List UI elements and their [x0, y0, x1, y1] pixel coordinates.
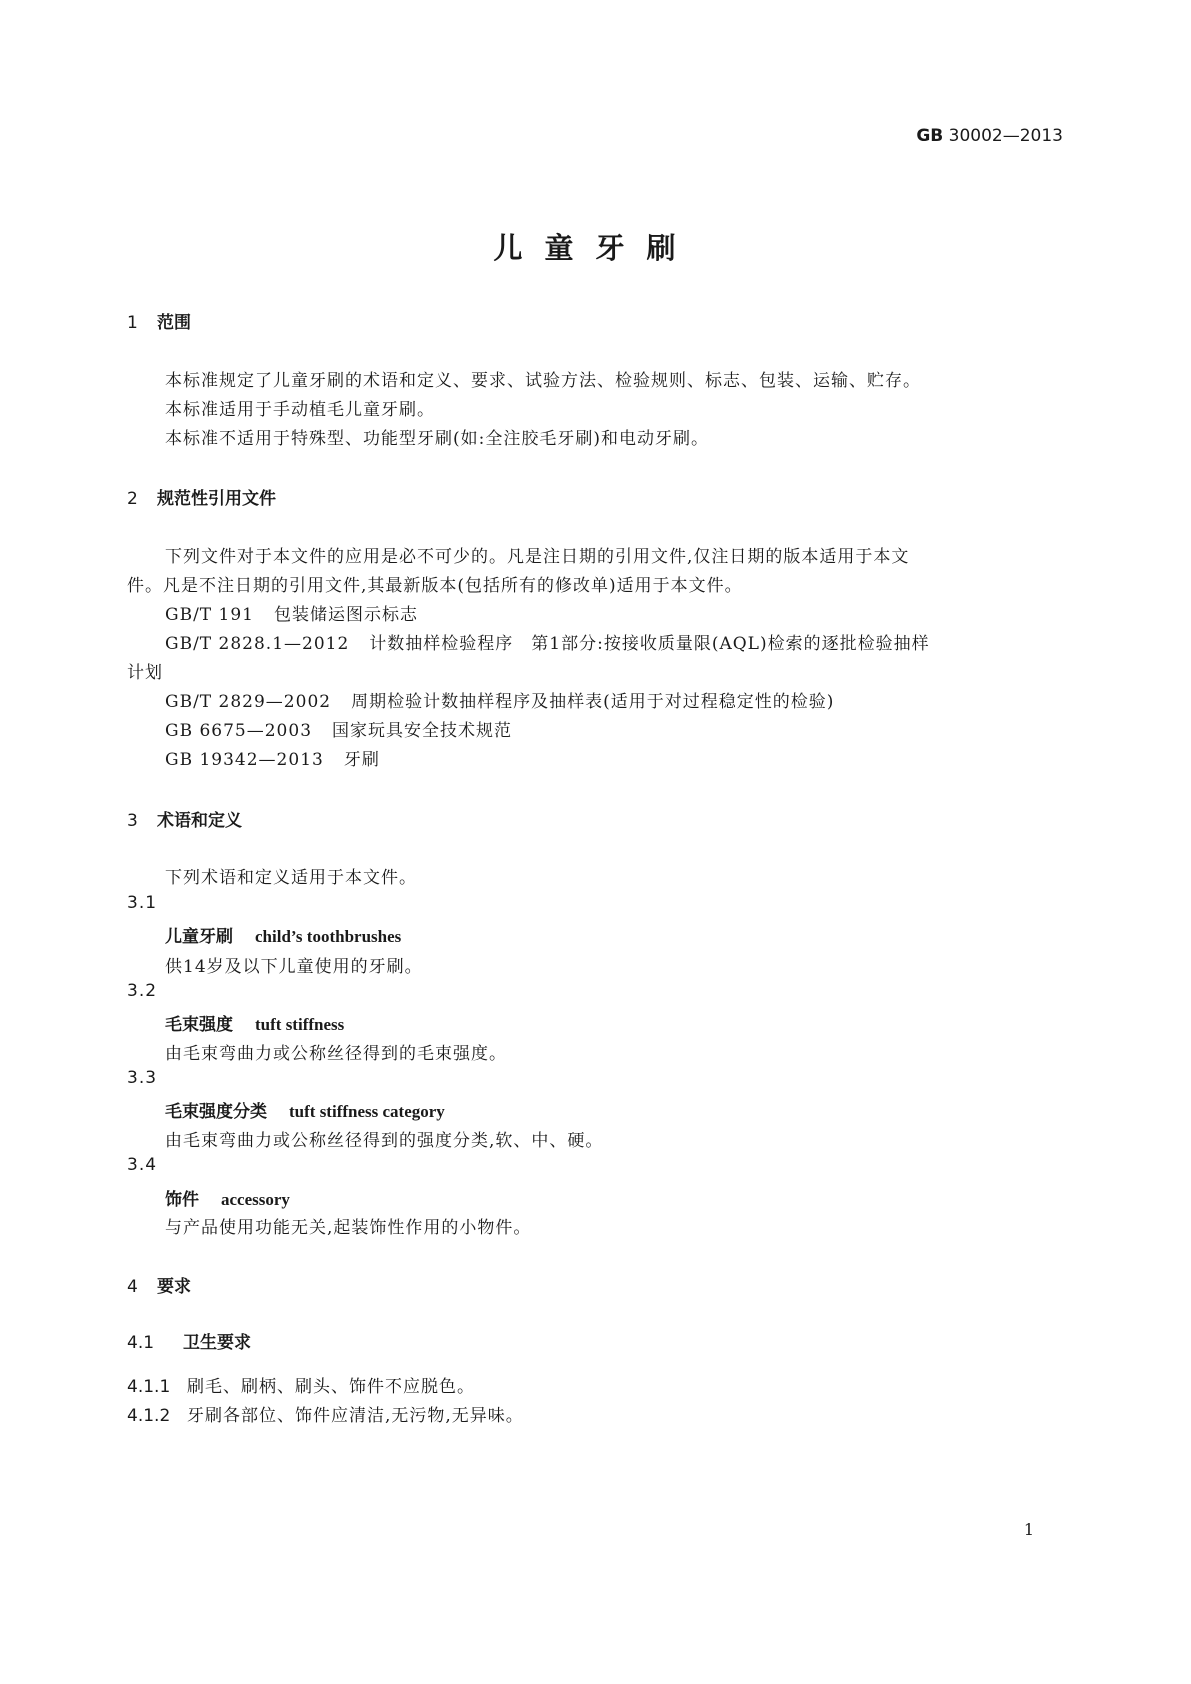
paragraph: 下列文件对于本文件的应用是必不可少的。凡是注日期的引用文件,仅注日期的版本适用于本文: [165, 547, 910, 567]
reference-title: 计数抽样检验程序 第1部分:按接收质量限(AQL)检索的逐批检验抽样: [369, 634, 930, 654]
clause-item: [127, 1401, 524, 1426]
reference-item: [165, 687, 834, 712]
reference-title: 国家玩具安全技术规范: [332, 721, 513, 741]
clause-number: 4.1.2: [127, 1406, 171, 1426]
term-heading: [165, 1097, 445, 1122]
term-cn: 儿童牙刷: [165, 927, 233, 947]
term-definition: 由毛束弯曲力或公称丝径得到的强度分类,软、中、硬。: [165, 1131, 604, 1151]
term-cn: 饰件: [165, 1190, 199, 1210]
reference-continuation: 计划: [127, 663, 163, 683]
term-number: 3.3: [127, 1068, 158, 1088]
reference-item: [165, 629, 930, 654]
section-title: 术语和定义: [157, 811, 242, 831]
term-number: 3.2: [127, 981, 158, 1001]
term-cn: 毛束强度: [165, 1015, 233, 1035]
paragraph: 下列术语和定义适用于本文件。: [165, 868, 417, 888]
term-heading: [165, 1185, 290, 1210]
term-heading: [165, 922, 401, 947]
paragraph: 本标准规定了儿童牙刷的术语和定义、要求、试验方法、检验规则、标志、包装、运输、贮存。: [165, 371, 921, 391]
section-1-heading: [127, 308, 191, 333]
term-definition: 与产品使用功能无关,起装饰性作用的小物件。: [165, 1218, 532, 1238]
clause-item: [127, 1372, 475, 1397]
clause-number: 4.1.1: [127, 1377, 171, 1397]
page-number: 1: [1023, 1520, 1034, 1539]
reference-item: [165, 716, 512, 741]
reference-title: 牙刷: [343, 750, 380, 770]
reference-code: GB/T 2829—2002: [165, 692, 332, 712]
section-4-heading: [127, 1272, 191, 1297]
reference-title: 周期检验计数抽样程序及抽样表(适用于对过程稳定性的检验): [351, 692, 835, 712]
standard-prefix: GB: [916, 126, 944, 146]
term-en: tuft stiffness category: [289, 1102, 445, 1121]
term-cn: 毛束强度分类: [165, 1102, 267, 1122]
subsection-title: 卫生要求: [183, 1333, 251, 1353]
subsection-4-1-heading: [127, 1328, 251, 1353]
section-number: 2: [127, 489, 138, 509]
reference-code: GB 19342—2013: [165, 750, 324, 770]
subsection-number: 4.1: [127, 1333, 155, 1353]
section-number: 3: [127, 811, 138, 831]
reference-code: GB 6675—2003: [165, 721, 313, 741]
reference-code: GB/T 2828.1—2012: [165, 634, 350, 654]
section-number: 4: [127, 1277, 138, 1297]
section-title: 范围: [157, 313, 191, 333]
standard-code: [916, 126, 1063, 146]
clause-text: 刷毛、刷柄、刷头、饰件不应脱色。: [187, 1377, 475, 1397]
term-definition: 由毛束弯曲力或公称丝径得到的毛束强度。: [165, 1044, 507, 1064]
paragraph: 本标准不适用于特殊型、功能型牙刷(如:全注胶毛牙刷)和电动牙刷。: [165, 429, 709, 449]
paragraph: 件。凡是不注日期的引用文件,其最新版本(包括所有的修改单)适用于本文件。: [127, 576, 743, 596]
term-en: accessory: [221, 1190, 290, 1209]
section-title: 要求: [157, 1277, 191, 1297]
term-en: child’s toothbrushes: [255, 927, 402, 946]
clause-text: 牙刷各部位、饰件应清洁,无污物,无异味。: [187, 1406, 524, 1426]
section-3-heading: [127, 806, 242, 831]
section-number: 1: [127, 313, 138, 333]
section-title: 规范性引用文件: [157, 489, 276, 509]
document-title: 儿童牙刷: [493, 231, 698, 265]
section-2-heading: [127, 484, 276, 509]
term-definition: 供14岁及以下儿童使用的牙刷。: [165, 957, 423, 977]
term-number: 3.1: [127, 893, 158, 913]
reference-item: [165, 745, 380, 770]
reference-title: 包装储运图示标志: [274, 605, 418, 625]
term-en: tuft stiffness: [255, 1015, 345, 1034]
reference-code: GB/T 191: [165, 605, 254, 625]
standard-number: 30002—2013: [948, 126, 1063, 146]
term-number: 3.4: [127, 1155, 158, 1175]
paragraph: 本标准适用于手动植毛儿童牙刷。: [165, 400, 435, 420]
reference-item: [165, 600, 418, 625]
term-heading: [165, 1010, 344, 1035]
